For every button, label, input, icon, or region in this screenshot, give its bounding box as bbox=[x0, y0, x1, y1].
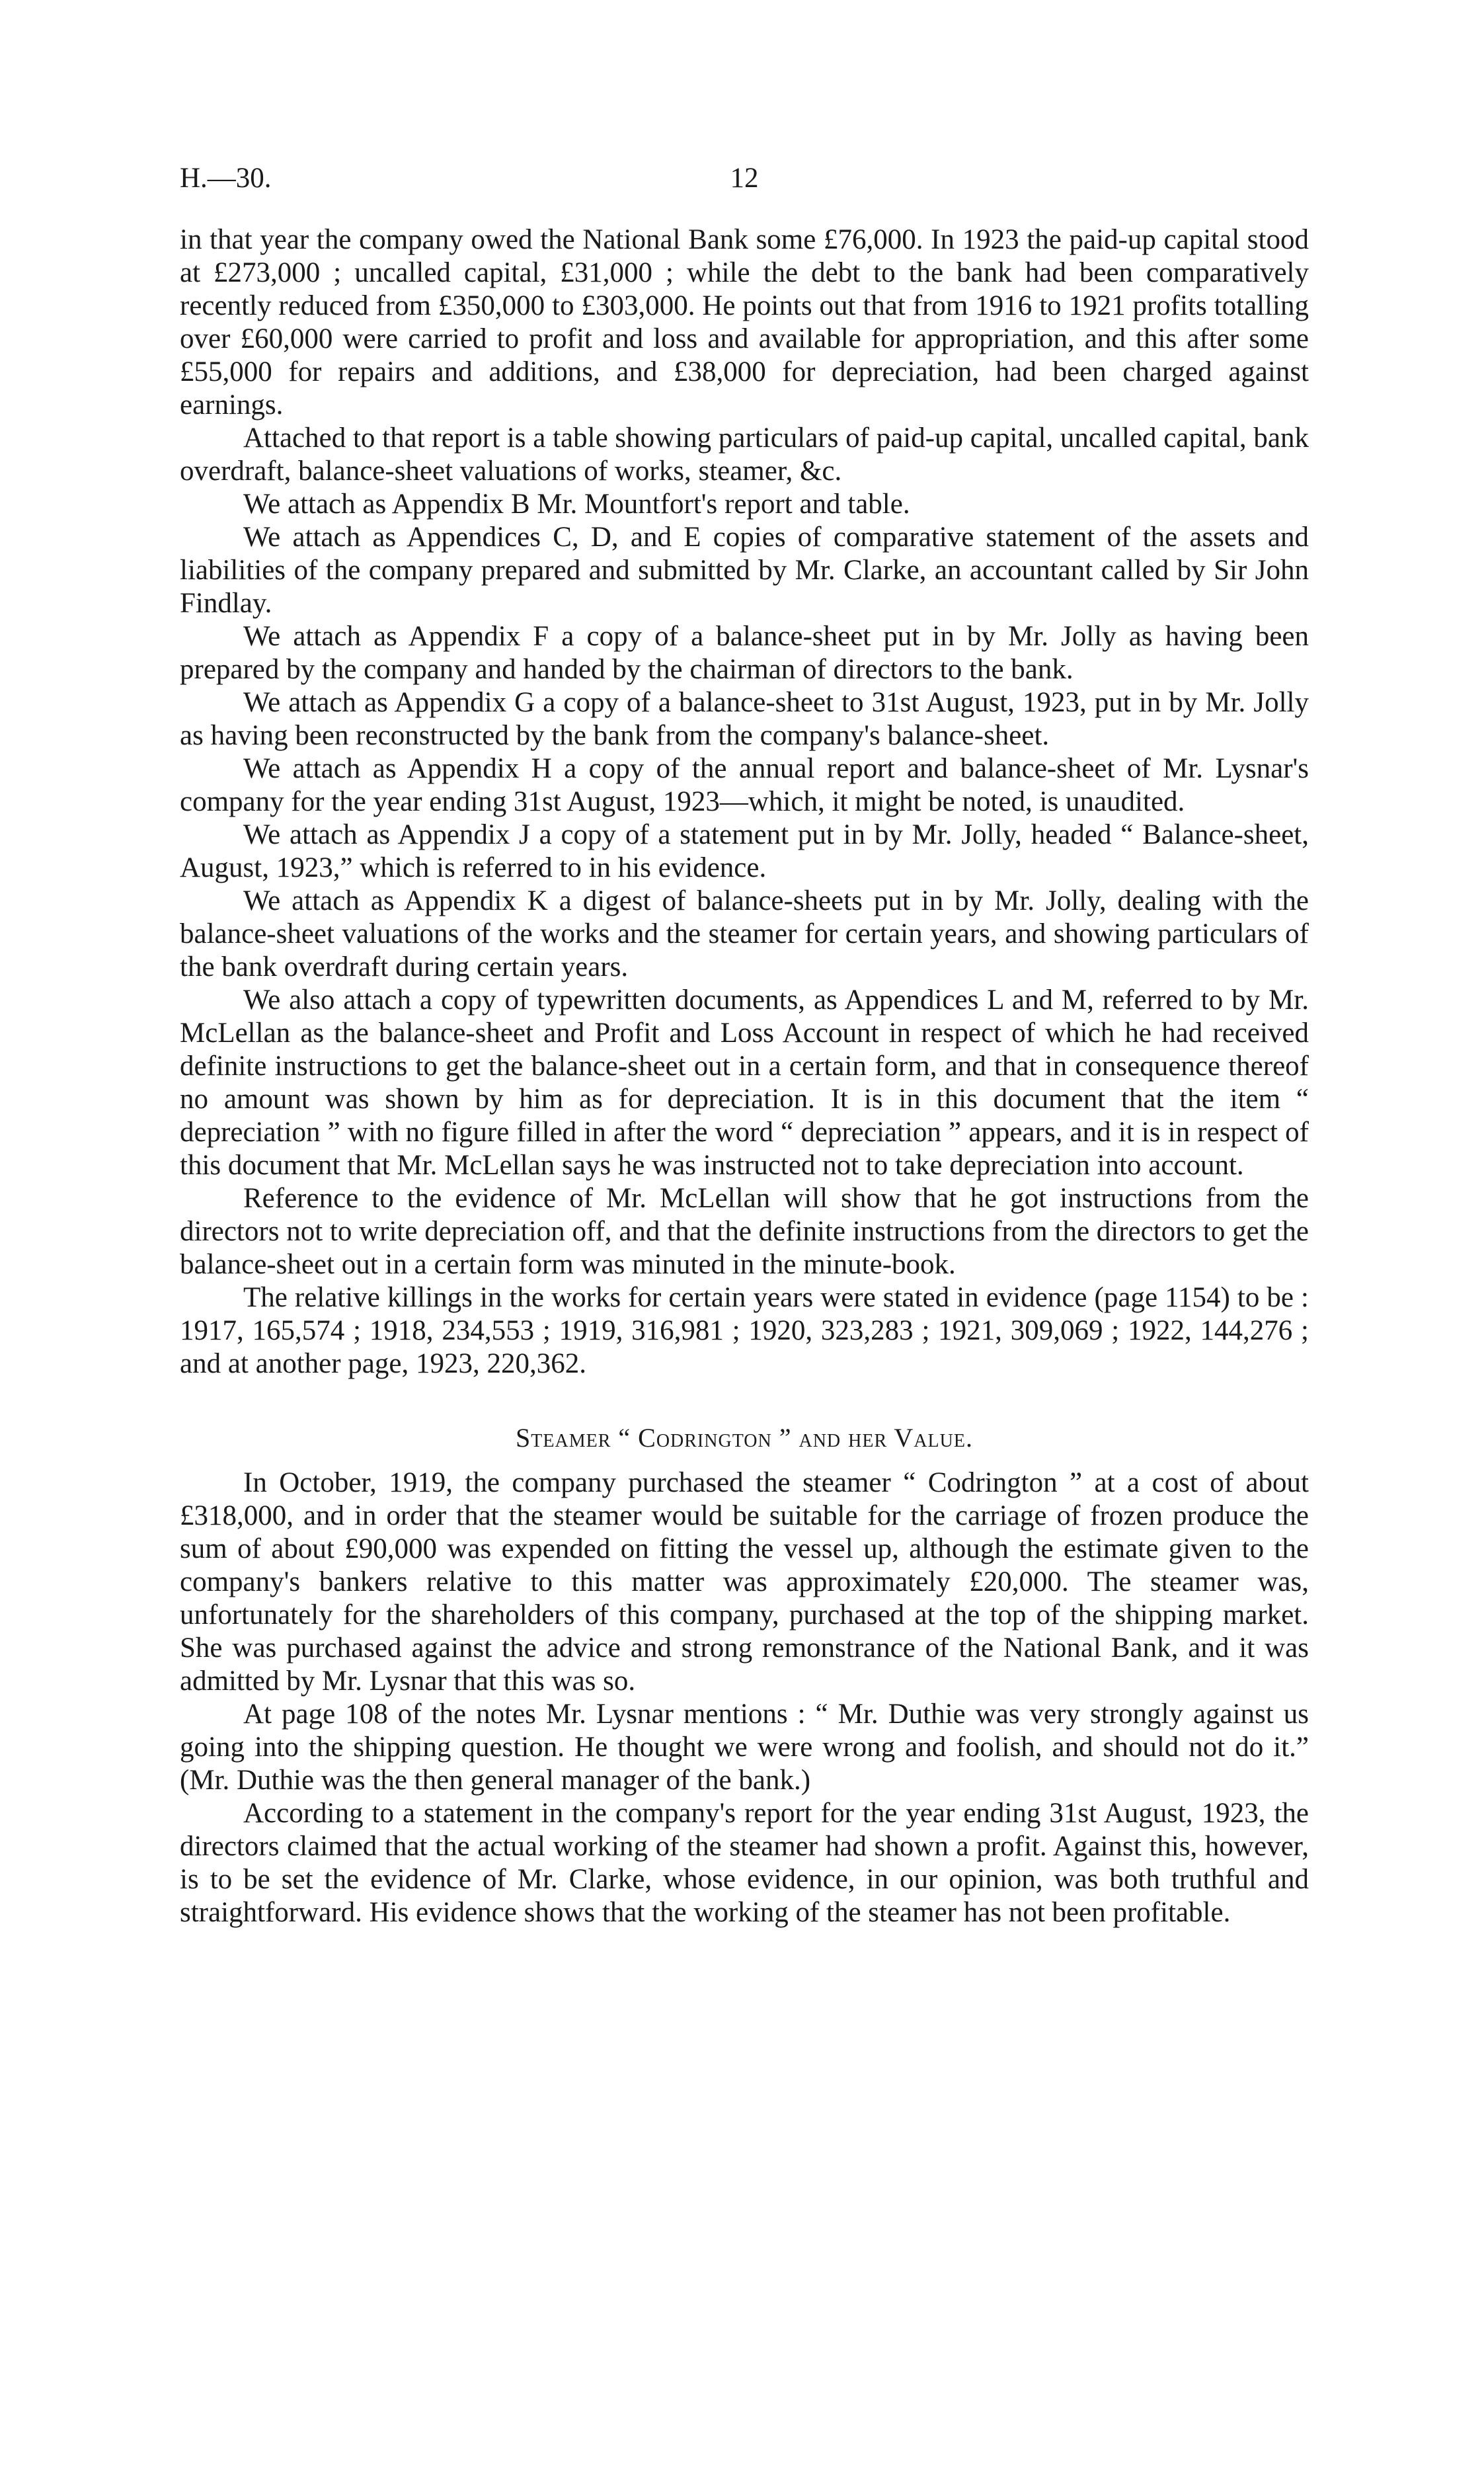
paragraph: We attach as Appendix F a copy of a balance-sheet put in by Mr. Jolly as having been prepared by the company and handed by the chairman of directors to the bank. bbox=[180, 621, 1309, 685]
paragraph: Attached to that report is a table showing particulars of paid-up capital, uncalled capital, bank overdraft, balance-sheet valuations of works, steamer, &c. bbox=[180, 422, 1309, 487]
paragraph: In October, 1919, the company purchased the steamer “ Codrington ” at a cost of about £318,000, and in order that the steamer would be suitable for the carriage of frozen produce the sum of about £90,000 was expended on fitting the vessel up, although the estimate given to the company's bankers relative to this matter was approximately £20,000. The steamer was, unfortunately for the shareholders of this company, purchased at the top of the shipping market. She was purchased against the advice and strong remonstrance of the National Bank, and it was admitted by Mr. Lysnar that this was so. bbox=[180, 1467, 1309, 1697]
paragraph: The relative killings in the works for certain years were stated in evidence (page 1154) to be : 1917, 165,574 ; 1918, 234,553 ; 1919, 316,981 ; 1920, 323,283 ; 1921, 309,069 ; 1922, 144,276 ; and at another page, 1923, 220,362. bbox=[180, 1282, 1309, 1379]
paragraph: We attach as Appendix H a copy of the annual report and balance-sheet of Mr. Lysnar's company for the year ending 31st August, 1923—which, it might be noted, is unaudited. bbox=[180, 753, 1309, 817]
paragraph: We attach as Appendices C, D, and E copies of comparative statement of the assets and liabilities of the company prepared and submitted by Mr. Clarke, an accountant called by Sir John Findlay. bbox=[180, 522, 1309, 619]
section-heading: Steamer “ Codrington ” and her Value. bbox=[516, 1423, 973, 1453]
paragraph: We attach as Appendix J a copy of a statement put in by Mr. Jolly, headed “ Balance-sheet, August, 1923,” which is referred to in his evidence. bbox=[180, 819, 1309, 883]
paragraph: We attach as Appendix G a copy of a balance-sheet to 31st August, 1923, put in by Mr. Jolly as having been reconstructed by the bank from the company's balance-sheet. bbox=[180, 687, 1309, 751]
page-number: 12 bbox=[730, 163, 759, 194]
paragraph-continuation: in that year the company owed the National Bank some £76,000. In 1923 the paid-up capital stood at £273,000 ; uncalled capital, £31,000 ; while the debt to the bank had been comparatively recently reduced from £350,000 to £303,000. He points out that from 1916 to 1921 profits totalling over £60,000 were carried to profit and loss and available for appropriation, and this after some £55,000 for repairs and additions, and £38,000 for depreciation, had been charged against earnings. bbox=[180, 224, 1309, 421]
paragraph: According to a statement in the company's report for the year ending 31st August, 1923, the directors claimed that the actual working of the steamer had shown a profit. Against this, however, is to be set the evidence of Mr. Clarke, whose evidence, in our opinion, was both truthful and straightforward. His evidence shows that the working of the steamer has not been profitable. bbox=[180, 1798, 1309, 1928]
paragraph: Reference to the evidence of Mr. McLellan will show that he got instructions from the directors not to write depreciation off, and that the definite instructions from the directors to get the balance-sheet out in a certain form was minuted in the minute-book. bbox=[180, 1183, 1309, 1280]
paragraph: At page 108 of the notes Mr. Lysnar mentions : “ Mr. Duthie was very strongly against us going into the shipping question. He thought we were wrong and foolish, and should not do it.” (Mr. Duthie was the then general manager of the bank.) bbox=[180, 1699, 1309, 1796]
body-text bbox=[180, 223, 1309, 1929]
document-reference: H.—30. bbox=[180, 163, 272, 194]
paragraph: We attach as Appendix K a digest of balance-sheets put in by Mr. Jolly, dealing with the balance-sheet valuations of the works and the steamer for certain years, and showing particulars of the bank overdraft during certain years. bbox=[180, 885, 1309, 983]
paragraph: We attach as Appendix B Mr. Mountfort's report and table. bbox=[243, 489, 910, 520]
page-header bbox=[180, 159, 1309, 198]
paragraph: We also attach a copy of typewritten documents, as Appendices L and M, referred to by Mr. McLellan as the balance-sheet and Profit and Loss Account in respect of which he had received definite instructions to get the balance-sheet out in a certain form, and that in consequence thereof no amount was shown by him as for depreciation. It is in this document that the item “ depreciation ” with no figure filled in after the word “ depreciation ” appears, and it is in respect of this document that Mr. McLellan says he was instructed not to take depreciation into account. bbox=[180, 985, 1309, 1181]
